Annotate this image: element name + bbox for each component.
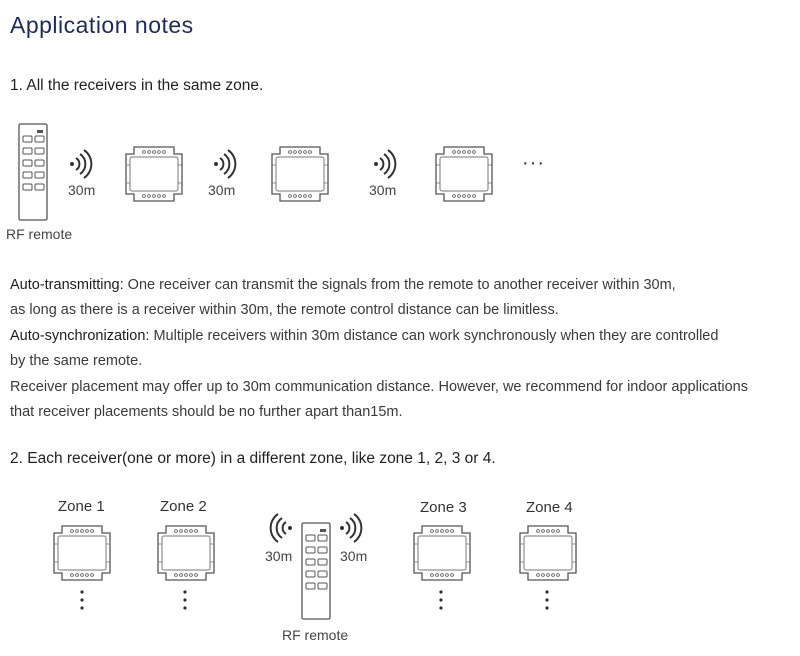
section1-heading: 1. All the receivers in the same zone. xyxy=(10,77,264,94)
term-auto-synchronization: Auto-synchronization: xyxy=(10,327,150,344)
more-dots-icon xyxy=(182,589,188,613)
receiver-icon xyxy=(122,145,186,203)
term-auto-transmitting: Auto-transmitting: xyxy=(10,277,124,293)
receiver-icon xyxy=(410,524,474,582)
rf-remote-icon xyxy=(18,123,48,221)
signal-wave-icon xyxy=(270,516,296,542)
text-line: Multiple receivers within 30m distance can work synchronously when they are controlled xyxy=(149,327,719,344)
text-line: that receiver placements should be no further apart than15m. xyxy=(10,404,403,421)
signal-wave-icon xyxy=(212,152,238,178)
text-line: Receiver placement may offer up to 30m communication distance. However, we recommend for indoor applications xyxy=(10,378,748,395)
distance-label: 30m xyxy=(340,548,368,564)
distance-label: 30m xyxy=(265,548,293,564)
receiver-icon xyxy=(154,524,218,582)
signal-wave-icon xyxy=(338,516,364,542)
text-line: as long as there is a receiver within 30m, the remote control distance can be limitless. xyxy=(10,302,559,319)
signal-wave-icon xyxy=(68,152,94,178)
section2-heading: 2. Each receiver(one or more) in a different zone, like zone 1, 2, 3 or 4. xyxy=(10,450,496,467)
zone-2-label: Zone 2 xyxy=(160,498,207,515)
text-line: One receiver can transmit the signals from the remote to another receiver within 30m, xyxy=(123,277,676,293)
distance-label: 30m xyxy=(68,182,96,198)
distance-label: 30m xyxy=(208,182,236,198)
rf-remote-label: RF remote xyxy=(6,226,73,242)
signal-wave-icon xyxy=(372,152,398,178)
more-dots-icon xyxy=(438,589,444,613)
page-title: Application notes xyxy=(10,12,194,38)
receiver-icon xyxy=(516,524,580,582)
text-line: by the same remote. xyxy=(10,353,143,370)
zone-4-label: Zone 4 xyxy=(526,499,573,516)
receiver-icon xyxy=(268,145,332,203)
rf-remote-icon xyxy=(301,522,331,620)
receiver-icon xyxy=(432,145,496,203)
receiver-icon xyxy=(50,524,114,582)
more-dots-icon xyxy=(79,589,85,613)
more-receivers-ellipsis: ··· xyxy=(522,152,545,174)
zone-3-label: Zone 3 xyxy=(420,499,467,516)
description-paragraph xyxy=(10,273,790,425)
more-dots-icon xyxy=(544,589,550,613)
zone-1-label: Zone 1 xyxy=(58,498,105,515)
rf-remote-label: RF remote xyxy=(282,627,349,643)
distance-label: 30m xyxy=(369,182,397,198)
